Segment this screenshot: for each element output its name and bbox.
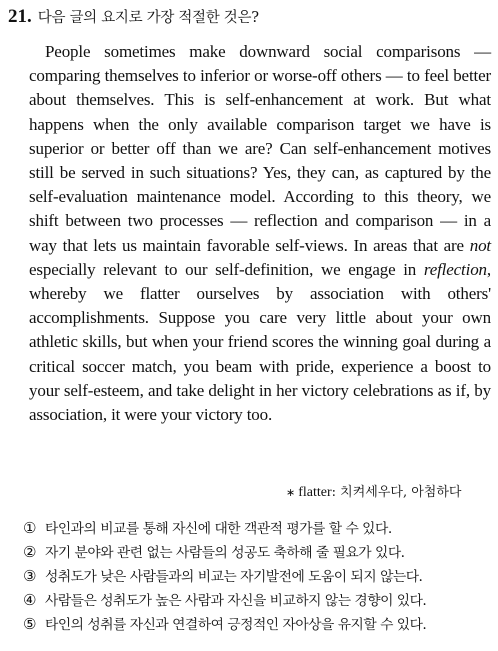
choice-text-4: 사람들은 성취도가 높은 사람과 자신을 비교하지 않는 경향이 있다.	[45, 593, 427, 609]
choice-text-5: 타인의 성취를 자신과 연결하여 긍정적인 자아상을 유지할 수 있다.	[45, 617, 427, 633]
choice-text-1: 타인과의 비교를 통해 자신에 대한 객관적 평가를 할 수 있다.	[45, 521, 392, 537]
passage-paragraph	[29, 40, 491, 427]
answer-choice-2[interactable]	[23, 540, 495, 564]
answer-choices	[23, 516, 495, 636]
choice-marker-1: ①	[23, 519, 37, 537]
passage-emphasis-not: not	[469, 235, 491, 255]
vocabulary-footnote	[286, 484, 491, 502]
choice-marker-3: ③	[23, 567, 37, 585]
question-prompt: 다음 글의 요지로 가장 적절한 것은?	[37, 10, 259, 26]
answer-choice-3[interactable]	[23, 564, 495, 588]
passage-text-2: especially relevant to our self-definition, we engage in	[29, 259, 424, 279]
choice-text-2: 자기 분야와 관련 없는 사람들의 성공도 축하해 줄 필요가 있다.	[45, 545, 405, 561]
choice-marker-5: ⑤	[23, 615, 37, 633]
passage-emphasis-reflection: reflection	[423, 259, 487, 279]
footnote-definition: : 치켜세우다, 아첨하다	[331, 485, 462, 500]
passage-text-3: , whereby we flatter ourselves by association with others' accomplishments. Suppose you care very little about your own athletic skills, but when your friend scores the winning goal during a critical soccer match, you beam with pride, experience a boost to your self-esteem, and take delight in her victory celebrations as if, by association, it were your victory too.	[29, 259, 491, 425]
question-number: 21.	[8, 6, 32, 27]
footnote-marker: ∗	[286, 486, 296, 499]
answer-choice-5[interactable]	[23, 612, 495, 636]
reading-passage	[29, 40, 491, 427]
choice-marker-4: ④	[23, 591, 37, 609]
question-header	[8, 6, 492, 29]
footnote-word: flatter	[298, 485, 332, 500]
answer-choice-1[interactable]	[23, 516, 495, 540]
choice-text-3: 성취도가 낮은 사람들과의 비교는 자기발전에 도움이 되지 않는다.	[45, 569, 423, 585]
passage-text-1: People sometimes make downward social comparisons — comparing themselves to inferior or worse-off others — to feel better about themselves. This is self-enhancement at work. But what happens when the only available comparison target we have is superior or better off than we are? Can self-enhancement motives still be served in such situations? Yes, they can, as captured by the self-evaluation maintenance model. According to this theory, we shift between two processes — reflection and comparison — in a way that lets us maintain favorable self-views. In areas that are	[29, 42, 491, 255]
answer-choice-4[interactable]	[23, 588, 495, 612]
choice-marker-2: ②	[23, 543, 37, 561]
